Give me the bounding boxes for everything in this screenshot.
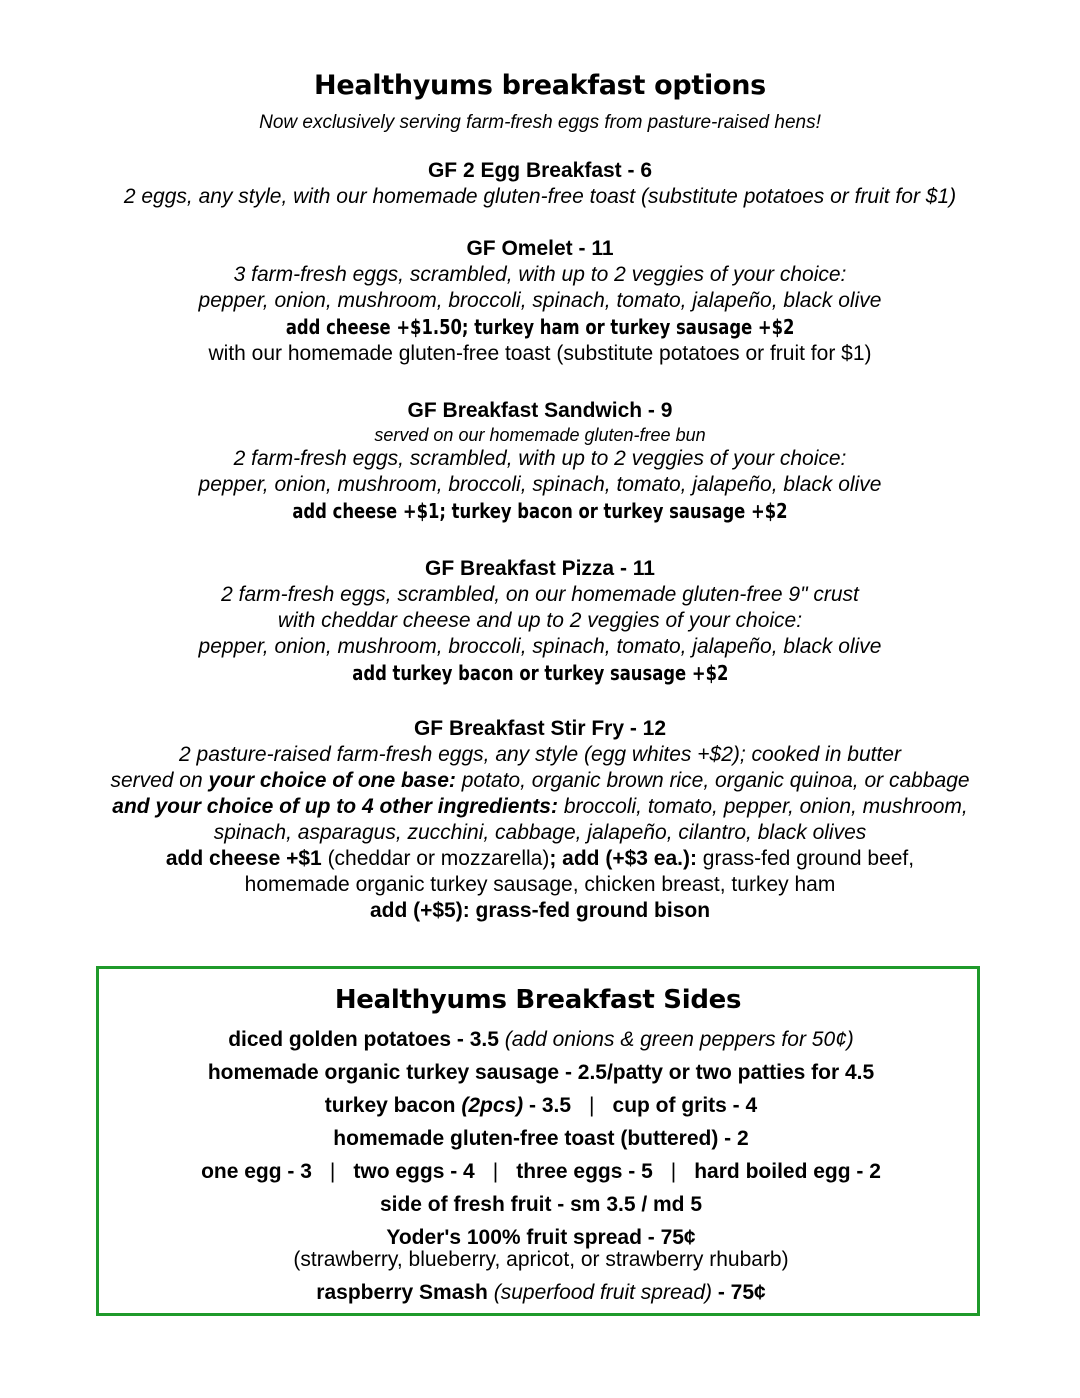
item-heading: GF Breakfast Pizza - 11 [425, 557, 655, 580]
text: broccoli, tomato, pepper, onion, mushroom, [557, 795, 968, 818]
item-description: 3 farm-fresh eggs, scrambled, with up to 2 veggies of your choice: [233, 263, 847, 286]
side-sausage: homemade organic turkey sausage - 2.5/patty or two patties for 4.5 [207, 1061, 875, 1084]
item-description: spinach, asparagus, zucchini, cabbage, jalapeño, cilantro, black olives [213, 821, 867, 844]
page-title: Healthyums breakfast options [314, 70, 766, 101]
side-fruit-spread: Yoder's 100% fruit spread - 75¢ [386, 1226, 696, 1249]
menu-item-2-egg-breakfast [0, 158, 1080, 210]
separator: | [589, 1094, 595, 1117]
item-heading: GF 2 Egg Breakfast - 6 [427, 159, 653, 182]
text-note: (add onions & green peppers for 50¢) [504, 1028, 854, 1051]
separator: | [492, 1160, 499, 1183]
item-addon-line: homemade organic turkey sausage, chicken breast, turkey ham [244, 873, 836, 896]
text: served on [110, 769, 209, 792]
text: - 75¢ [712, 1281, 766, 1304]
item-heading: GF Breakfast Stir Fry - 12 [413, 717, 667, 740]
menu-item-breakfast-pizza [0, 556, 1080, 687]
item-description [0, 768, 1080, 794]
item-description [0, 794, 1080, 820]
item-heading: GF Breakfast Sandwich - 9 [407, 399, 673, 422]
item-description: 2 farm-fresh eggs, scrambled, with up to 2 veggies of your choice: [233, 447, 847, 470]
sides-box [96, 966, 980, 1316]
side-fruit: side of fresh fruit - sm 3.5 / md 5 [379, 1193, 703, 1216]
side-raspberry-smash [79, 1276, 1003, 1309]
item-addon-line [0, 846, 1080, 872]
item-footer: with our homemade gluten-free toast (substitute potatoes or fruit for $1) [208, 342, 872, 365]
item-note: served on our homemade gluten-free bun [374, 425, 706, 445]
text: raspberry Smash [316, 1281, 488, 1304]
separator: | [329, 1160, 336, 1183]
text: diced golden potatoes - 3.5 [228, 1028, 499, 1051]
item-heading: GF Omelet - 11 [466, 237, 614, 260]
sides-list [79, 1023, 1003, 1309]
text: - 3.5 [523, 1094, 572, 1117]
side-eggs [79, 1155, 1003, 1188]
menu-item-breakfast-stir-fry [0, 716, 1080, 924]
side-toast: homemade gluten-free toast (buttered) - 2 [333, 1127, 749, 1150]
page-subtitle: Now exclusively serving farm-fresh eggs from pasture-raised hens! [259, 112, 821, 133]
item-description: pepper, onion, mushroom, broccoli, spinach, tomato, jalapeño, black olive [198, 289, 882, 312]
text-emphasis: and your choice of up to 4 other ingredients: [112, 795, 558, 818]
item-description: 2 pasture-raised farm-fresh eggs, any style (egg whites +$2); cooked in butter [179, 743, 901, 766]
item-description: 2 eggs, any style, with our homemade gluten-free toast (substitute potatoes or fruit for $1) [123, 185, 957, 208]
item-description: 2 farm-fresh eggs, scrambled, on our homemade gluten-free 9" crust [221, 583, 859, 606]
item-addon: add cheese +$1.50; turkey ham or turkey sausage +$2 [285, 315, 795, 339]
text: one egg - 3 [201, 1160, 312, 1183]
side-fruit-spread-flavors: (strawberry, blueberry, apricot, or strawberry rhubarb) [293, 1248, 789, 1271]
text: hard boiled egg - 2 [694, 1160, 881, 1183]
item-addon-line: add (+$5): grass-fed ground bison [369, 899, 711, 922]
text-note: (2pcs) [461, 1094, 524, 1117]
item-addon: add turkey bacon or turkey sausage +$2 [351, 661, 729, 685]
menu-item-omelet [0, 236, 1080, 367]
text-emphasis: ; add (+$3 ea.): [549, 847, 697, 870]
item-description: with cheddar cheese and up to 2 veggies of your choice: [277, 609, 803, 632]
item-description: pepper, onion, mushroom, broccoli, spinach, tomato, jalapeño, black olive [198, 473, 882, 496]
item-description: pepper, onion, mushroom, broccoli, spinach, tomato, jalapeño, black olive [198, 635, 882, 658]
item-addon: add cheese +$1; turkey bacon or turkey sausage +$2 [292, 499, 788, 523]
side-potatoes [79, 1023, 1003, 1056]
separator: | [670, 1160, 677, 1183]
text: potato, organic brown rice, organic quinoa, or cabbage [455, 769, 970, 792]
text: two eggs - 4 [353, 1160, 475, 1183]
text: three eggs - 5 [516, 1160, 653, 1183]
menu-item-breakfast-sandwich [0, 398, 1080, 525]
text: (cheddar or mozzarella) [321, 847, 550, 870]
sides-title: Healthyums Breakfast Sides [334, 985, 742, 1015]
text-note: (superfood fruit spread) [487, 1281, 712, 1304]
text: grass-fed ground beef, [696, 847, 915, 870]
side-bacon-grits [79, 1089, 1003, 1122]
text: turkey bacon [324, 1094, 462, 1117]
text: cup of grits - 4 [612, 1094, 758, 1117]
text-emphasis: add cheese +$1 [165, 847, 322, 870]
text-emphasis: your choice of one base: [208, 769, 456, 792]
